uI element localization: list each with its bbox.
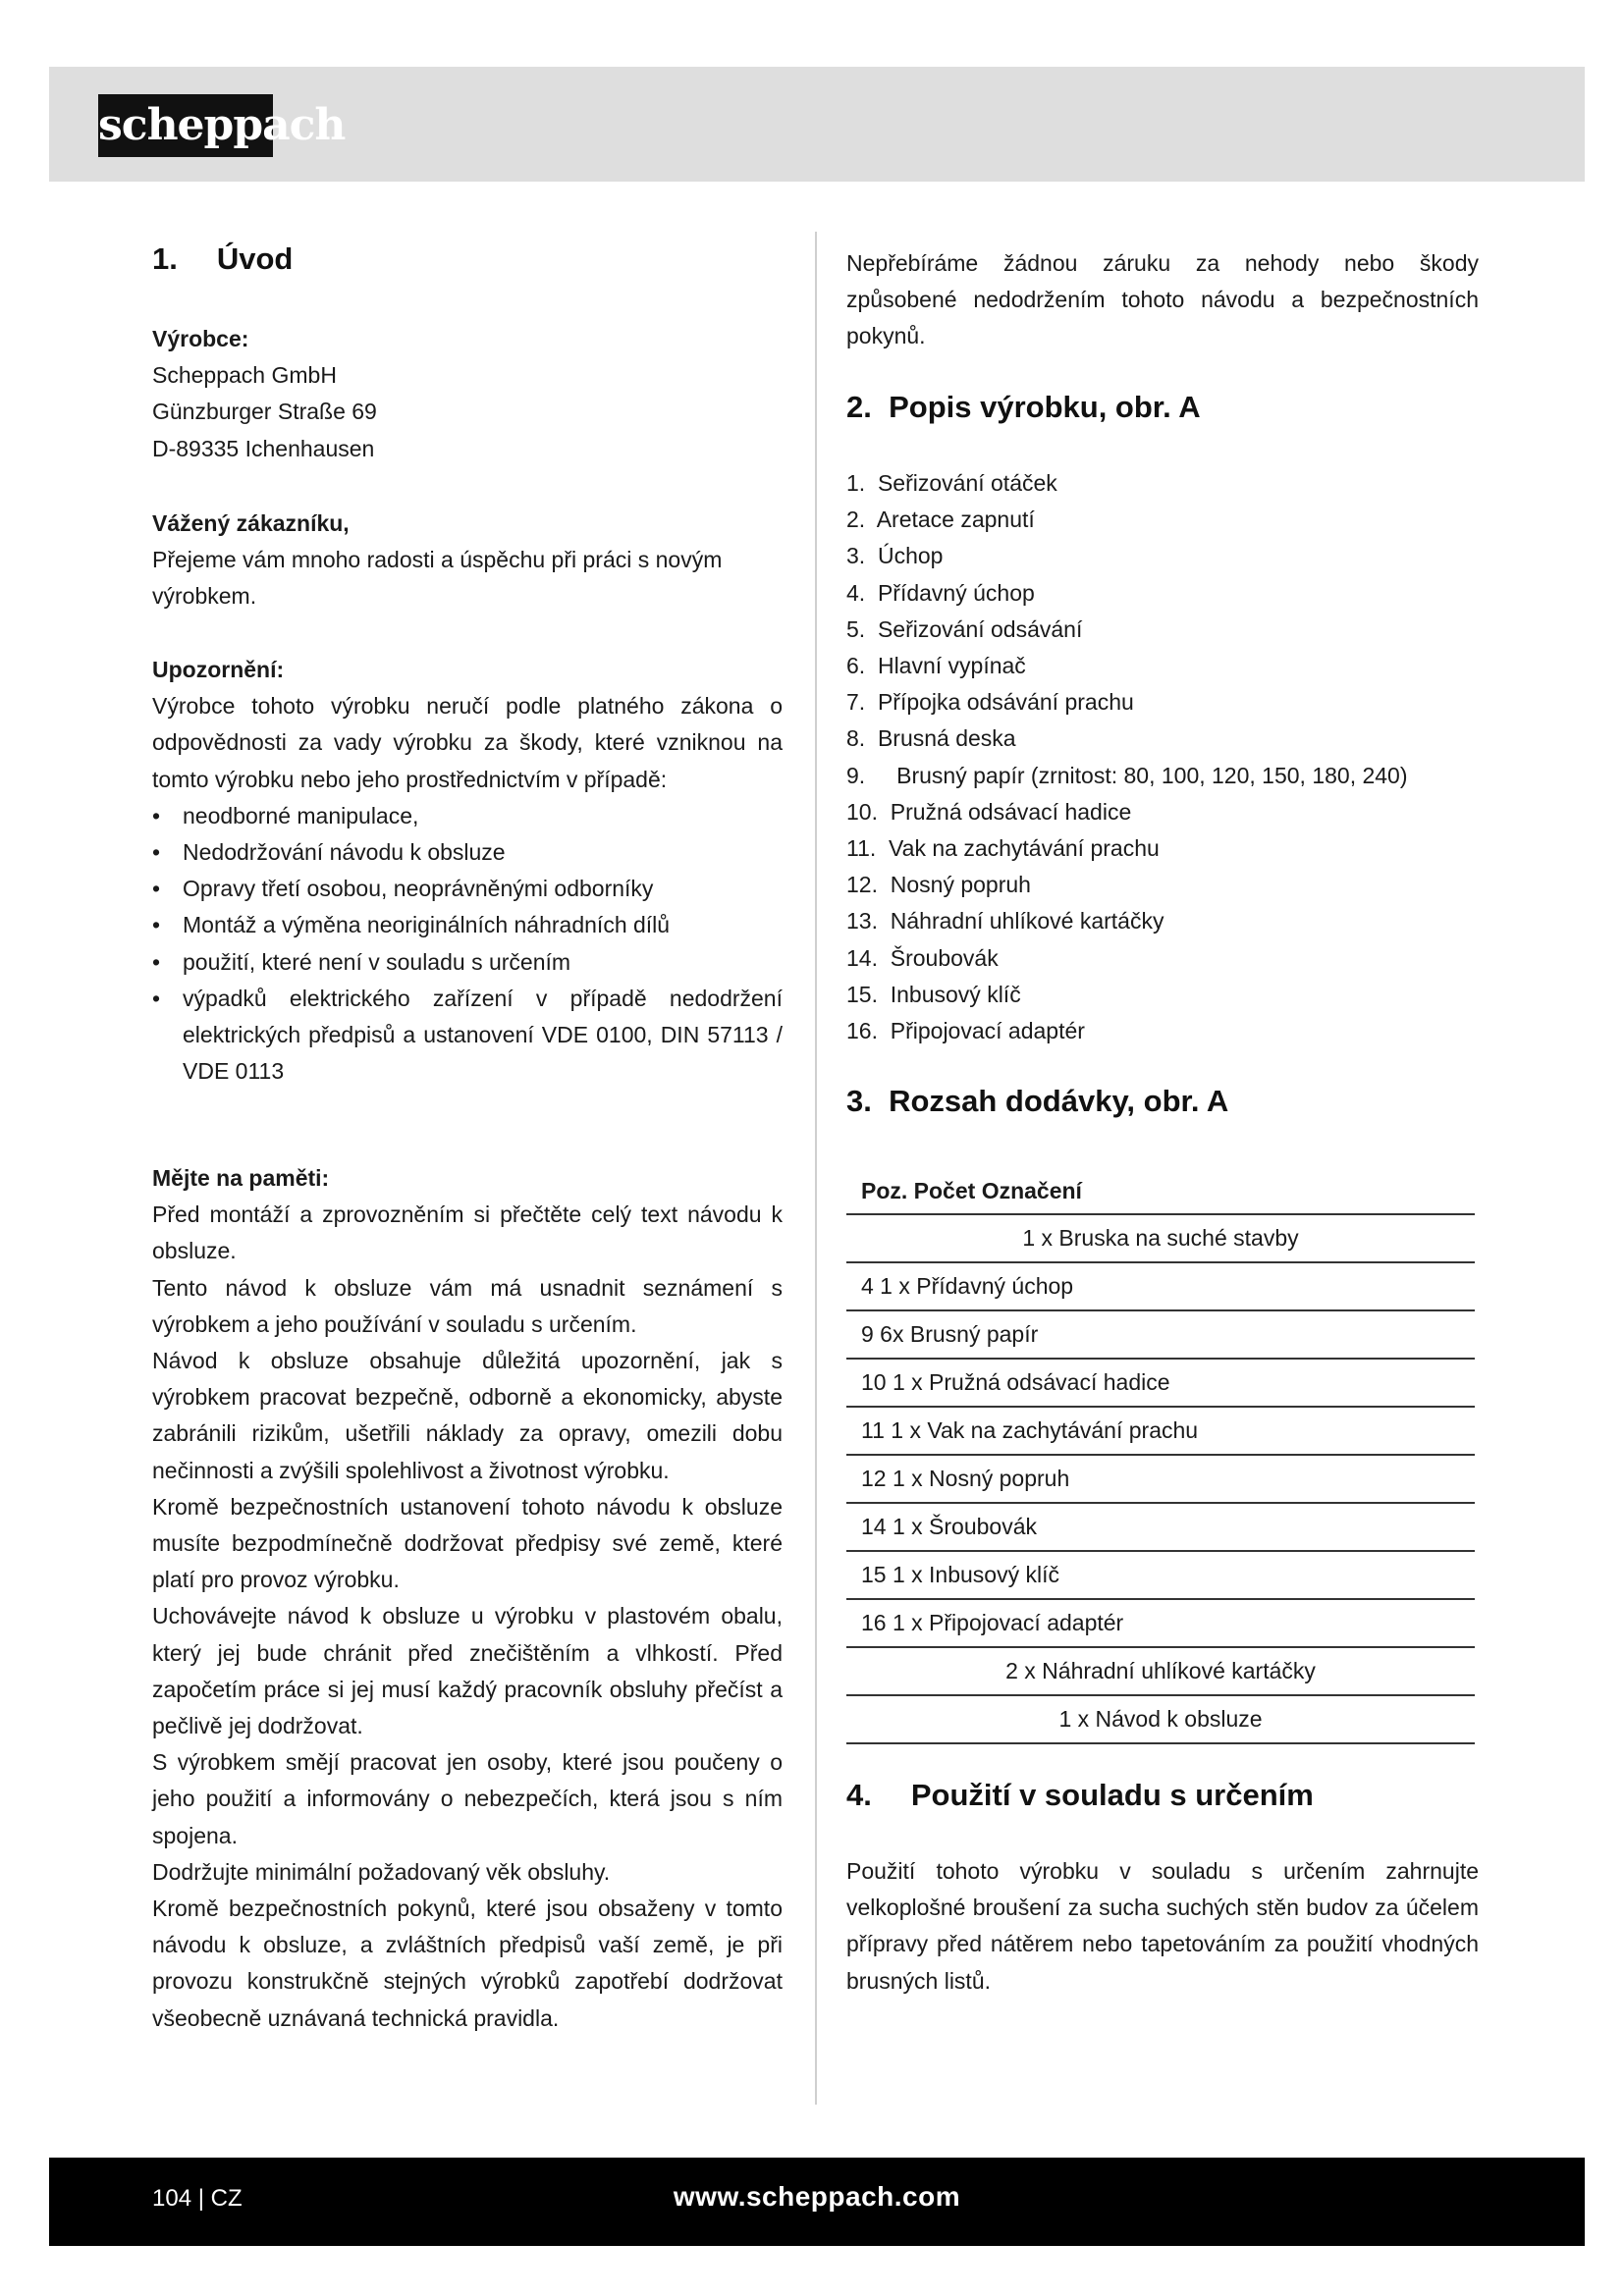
notice-list-item: • Opravy třetí osobou, neoprávněnými odborníky — [152, 871, 783, 907]
remember-paragraph: Tento návod k obsluze vám má usnadnit seznámení s výrobkem a jeho používání v souladu s určením. — [152, 1274, 783, 1337]
manufacturer-line: Günzburger Straße 69 — [152, 399, 377, 425]
manufacturer-label: Výrobce: — [152, 326, 249, 351]
table-row: 1 x Bruska na suché stavby — [846, 1214, 1475, 1262]
column-divider — [815, 232, 817, 2105]
product-description-list — [846, 465, 1479, 1049]
part-list-item: 6. Hlavní vypínač — [846, 653, 1026, 679]
notice-list-item: • Nedodržování návodu k obsluze — [152, 834, 783, 871]
manufacturer-line: D-89335 Ichenhausen — [152, 435, 375, 461]
greeting-label: Vážený zákazníku, — [152, 510, 350, 536]
remember-paragraph: Kromě bezpečnostních pokynů, které jsou obsaženy v tomto návodu k obsluze, a zvláštních předpisů vaší země, je při provozu konstrukčně stejných výrobků zapotřebí dodržovat všeobecně uznávaná technická pravidla. — [152, 1896, 783, 2031]
part-list-item: 15. Inbusový klíč — [846, 981, 1021, 1007]
part-list-item: 9. Brusný papír (zrnitost: 80, 100, 120, 150, 180, 240) — [846, 762, 1408, 788]
part-list-item: 4. Přídavný úchop — [846, 579, 1035, 606]
notice-label: Upozornění: — [152, 657, 285, 682]
liability-note-text: Nepřebíráme žádnou záruku za nehody nebo škody způsobené nedodržením tohoto návodu a bezpečnostních pokynů. — [846, 250, 1479, 349]
section-2-heading: 2. Popis výrobku, obr. A — [846, 390, 1201, 424]
remember-paragraph: Návod k obsluze obsahuje důležitá upozornění, jak s výrobkem pracovat bezpečně, odborně a ekonomicky, abyste zabránili rizikům, ušetřili náklady za opravy, omezili dobu nečinnosti a zvýšili spolehlivost a životnost výrobku. — [152, 1348, 783, 1483]
section-4-heading — [846, 1778, 1314, 1813]
part-list-item: 14. Šroubovák — [846, 944, 999, 971]
manufacturer-block — [152, 321, 783, 467]
part-list-item: 16. Připojovací adaptér — [846, 1018, 1085, 1044]
notice-text: Výrobce tohoto výrobku neručí podle platného zákona o odpovědnosti za vady výrobku za škody, které vzniknou na tomto výrobku nebo jeho prostřednictvím v případě: — [152, 693, 783, 792]
page-number: 104 | CZ — [152, 2185, 243, 2212]
section-4-number: 4. — [846, 1778, 872, 1812]
table-row: 10 1 x Pružná odsávací hadice — [846, 1359, 1475, 1407]
remember-paragraph: S výrobkem smějí pracovat jen osoby, které jsou poučeny o jeho použití a informovány o nebezpečích, která jsou s ním spojena. — [152, 1749, 783, 1848]
delivery-table-header: Poz. Počet Označení — [846, 1174, 1475, 1214]
section-1-title: Úvod — [216, 241, 294, 276]
remember-block — [152, 1160, 783, 2037]
part-list-item: 1. Seřizování otáček — [846, 470, 1057, 496]
intended-use-block — [846, 1853, 1479, 2000]
table-row: 14 1 x Šroubovák — [846, 1503, 1475, 1551]
part-list-item: 5. Seřizování odsávání — [846, 615, 1083, 642]
part-list-item: 8. Brusná deska — [846, 725, 1016, 752]
table-row: 15 1 x Inbusový klíč — [846, 1551, 1475, 1599]
section-1-number: 1. — [152, 241, 178, 276]
remember-paragraph: Dodržujte minimální požadovaný věk obsluhy. — [152, 1858, 611, 1885]
remember-paragraph: Uchovávejte návod k obsluze u výrobku v plastovém obalu, který jej bude chránit před znečištěním a vlhkostí. Před započetím práce si jej musí každý pracovník obsluhy přečíst a pečlivě jej dodržovat. — [152, 1603, 783, 1739]
liability-note — [846, 245, 1479, 355]
remember-label: Mějte na paměti: — [152, 1165, 330, 1191]
manufacturer-line: Scheppach GmbH — [152, 362, 337, 389]
notice-list-item: • použití, které není v souladu s určením — [152, 944, 783, 981]
intended-use-text: Použití tohoto výrobku v souladu s určením zahrnujte velkoplošné broušení za sucha suchých stěn budov za účelem přípravy před nátěrem nebo tapetováním za použití vhodných brusných listů. — [846, 1858, 1479, 1994]
notice-list-item: • výpadků elektrického zařízení v případě nedodržení elektrických předpisů a ustanovení VDE 0100, DIN 57113 / VDE 0113 — [152, 981, 783, 1091]
table-row: 9 6x Brusný papír — [846, 1310, 1475, 1359]
table-row: 2 x Náhradní uhlíkové kartáčky — [846, 1647, 1475, 1695]
part-list-item: 13. Náhradní uhlíkové kartáčky — [846, 908, 1164, 934]
notice-list-item: • neodborné manipulace, — [152, 798, 783, 834]
table-row: 4 1 x Přídavný úchop — [846, 1262, 1475, 1310]
notice-block — [152, 652, 783, 1090]
table-row: 12 1 x Nosný popruh — [846, 1455, 1475, 1503]
remember-paragraph: Před montáží a zprovozněním si přečtěte celý text návodu k obsluze. — [152, 1201, 783, 1264]
section-3-heading: 3. Rozsah dodávky, obr. A — [846, 1084, 1229, 1118]
remember-paragraph: Kromě bezpečnostních ustanovení tohoto návodu k obsluze musíte bezpodmínečně dodržovat předpisy své země, které platí pro provoz výrobku. — [152, 1493, 783, 1593]
table-row: 16 1 x Připojovací adaptér — [846, 1599, 1475, 1647]
greeting-block — [152, 506, 783, 615]
notice-list-item: • Montáž a výměna neoriginálních náhradních dílů — [152, 907, 783, 943]
part-list-item: 2. Aretace zapnutí — [846, 507, 1035, 533]
table-row: 11 1 x Vak na zachytávání prachu — [846, 1407, 1475, 1455]
part-list-item: 7. Přípojka odsávání prachu — [846, 689, 1134, 716]
scheppach-logo: scheppach — [98, 94, 273, 157]
part-list-item: 3. Úchop — [846, 543, 944, 569]
section-1-heading — [152, 241, 293, 277]
greeting-text: Přejeme vám mnoho radosti a úspěchu při práci s novým výrobkem. — [152, 547, 723, 610]
page-header — [49, 67, 1585, 182]
table-row: 1 x Návod k obsluze — [846, 1695, 1475, 1743]
website-url: www.scheppach.com — [673, 2181, 961, 2212]
page-footer — [49, 2158, 1585, 2246]
notice-list — [152, 798, 783, 1091]
part-list-item: 12. Nosný popruh — [846, 872, 1031, 898]
delivery-table — [846, 1174, 1475, 1744]
part-list-item: 11. Vak na zachytávání prachu — [846, 835, 1160, 862]
part-list-item: 10. Pružná odsávací hadice — [846, 798, 1132, 825]
section-4-title: Použití v souladu s určením — [910, 1778, 1314, 1812]
